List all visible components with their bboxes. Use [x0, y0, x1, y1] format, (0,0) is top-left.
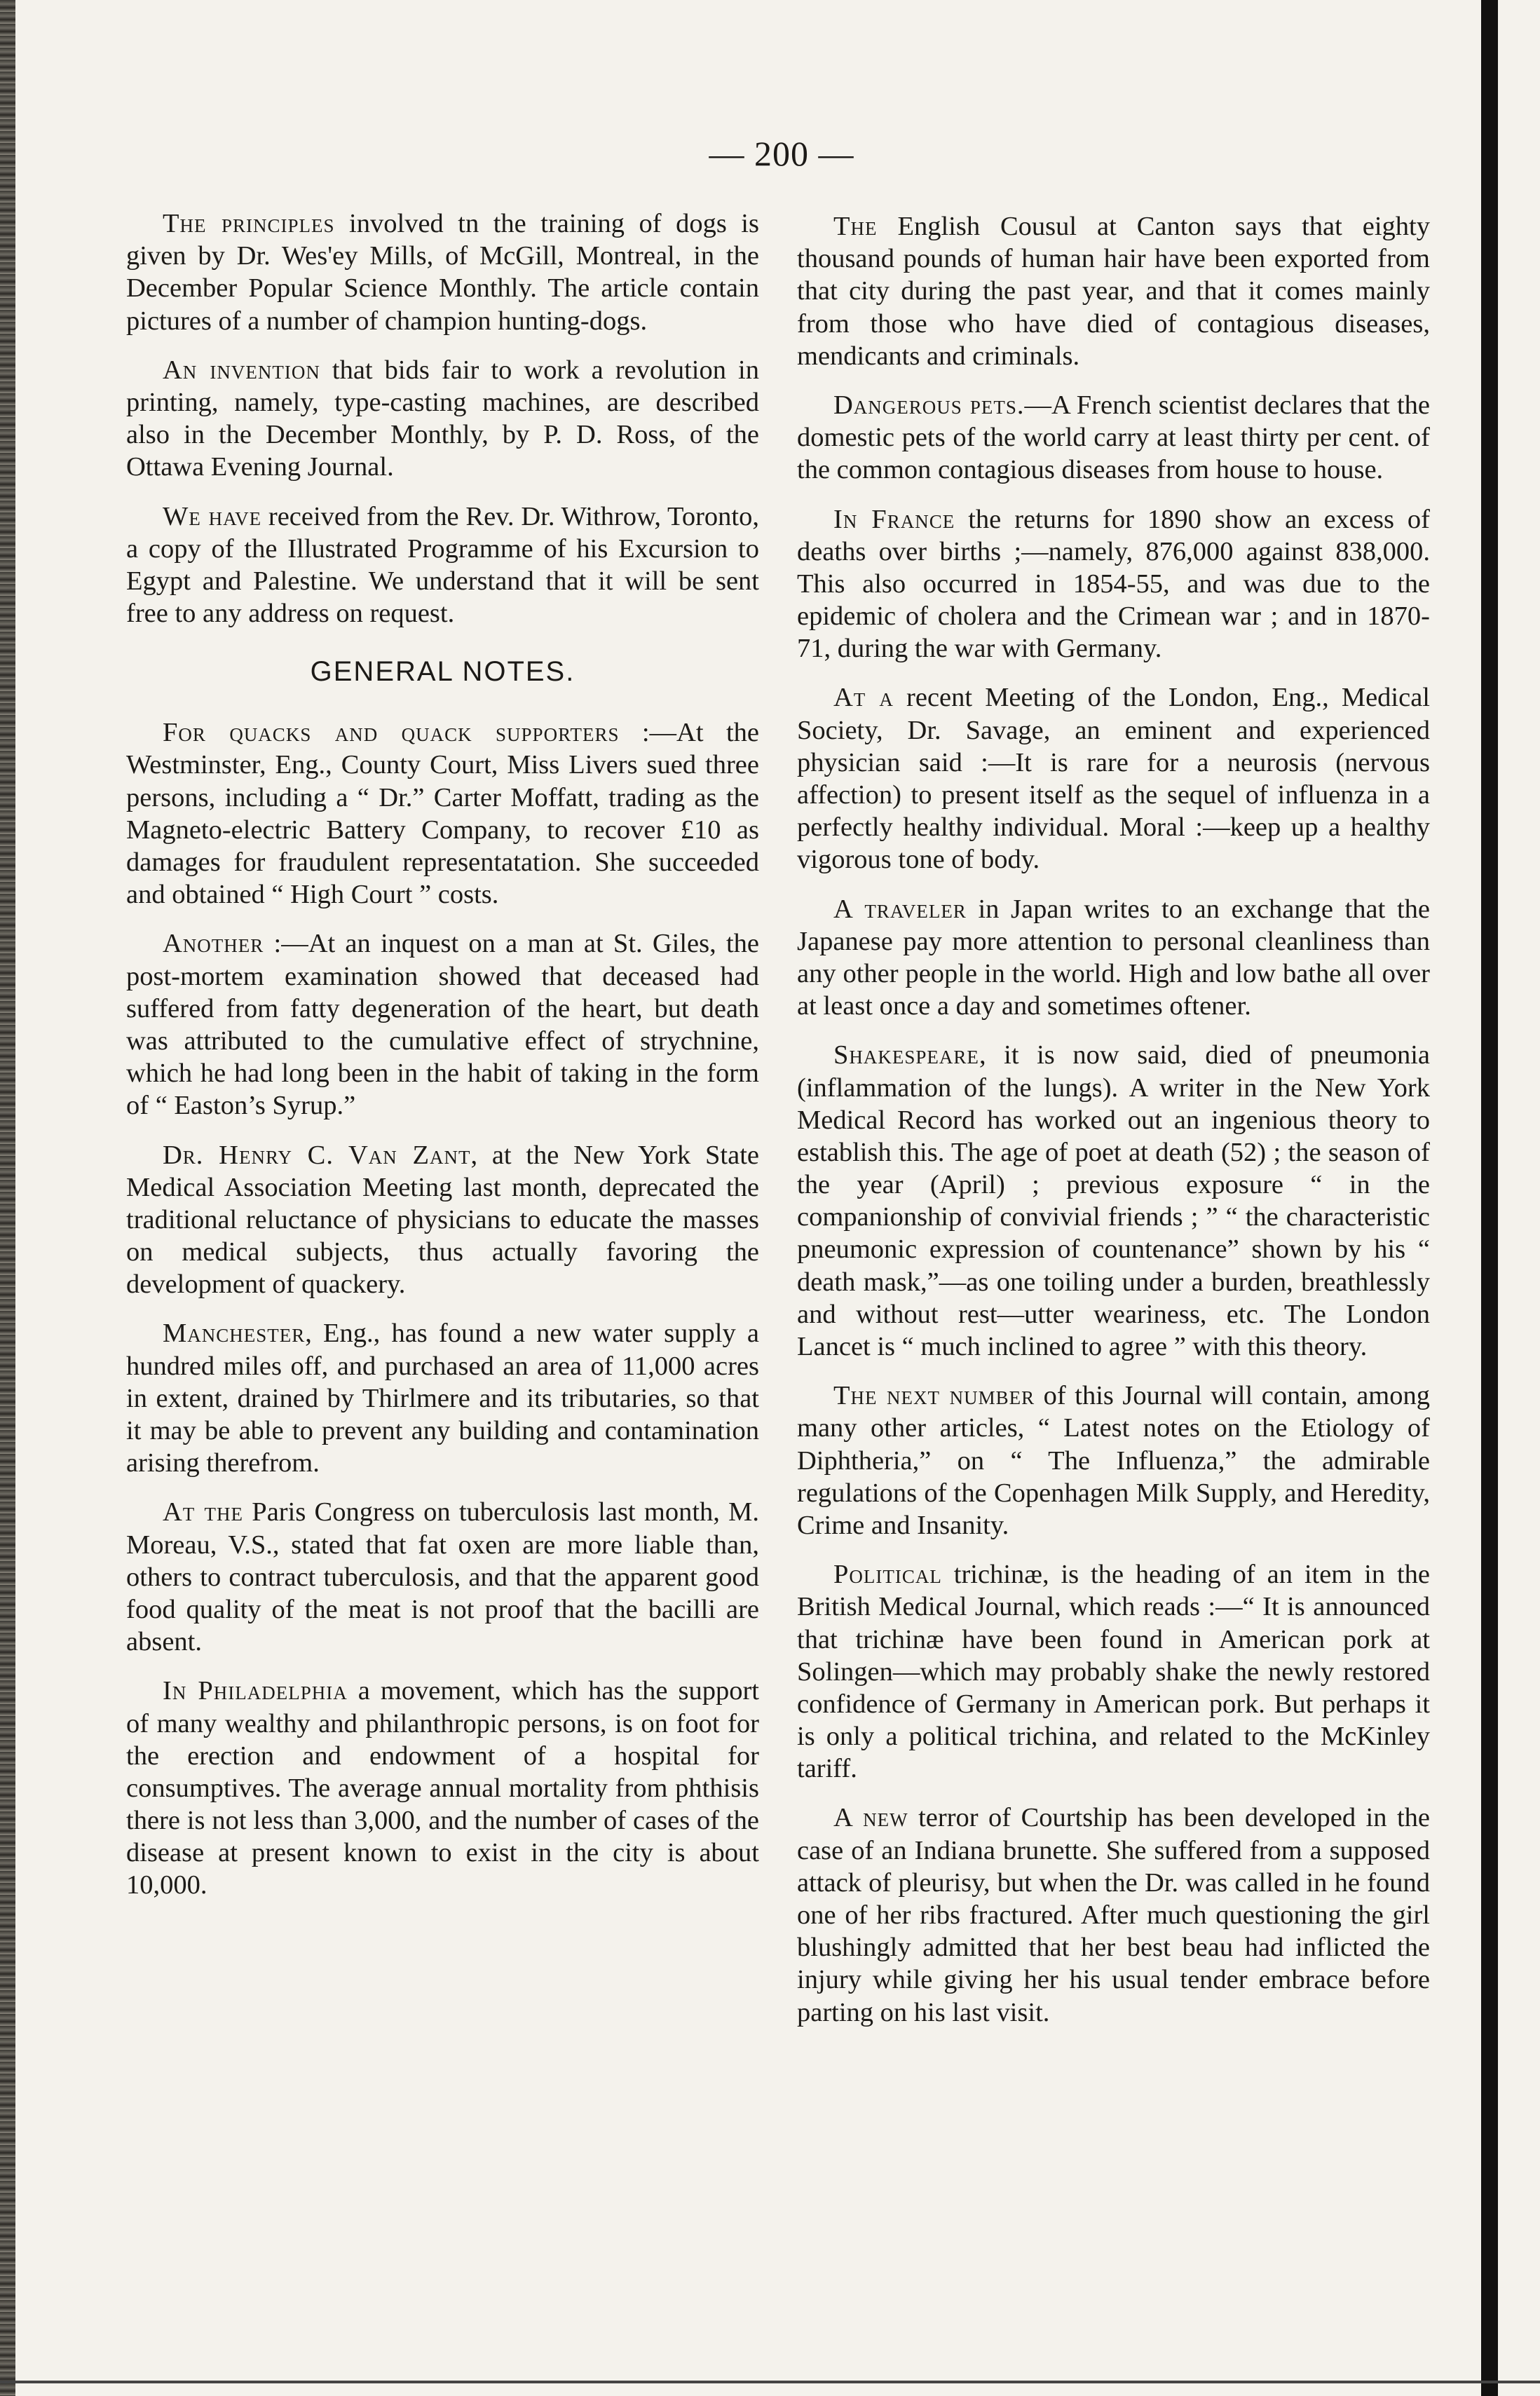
- note-france: [797, 503, 1430, 665]
- note-lead: In Philadelphia: [163, 1676, 348, 1706]
- scan-edge-left: [0, 0, 15, 2396]
- paragraph-body: involved tn the training of dogs is given by Dr. Wes'ey Mills, of McGill, Montreal, in the December Popular Science Monthly. The article contain pictures of a number of champion hunting-dogs.: [126, 209, 759, 336]
- paragraph-body: that bids fair to work a revolution in printing, namely, type-casting machines, are described also in the December Monthly, by P. D. Ross, of the Ottawa Evening Journal.: [126, 355, 759, 482]
- note-body: terror of Courtship has been developed in the case of an Indiana brunette. She suffered from a supposed attack of pleurisy, but when the Dr. was called in he found one of her ribs fractured. After much questioning the girl blushingly admitted that her best beau had inflicted the injury while giving her his usual tender embrace before parting on his last visit.: [797, 1803, 1430, 2027]
- note-body: a movement, which has the support of many wealthy and philanthropic persons, is on foot for the erection and endowment of a hospital for consumptives. The average annual mortality from phthisis there is not less than 3,000, and the number of cases of the disease at present known to exist in the city is about 10,000.: [126, 1676, 759, 1900]
- note-lead: A new: [833, 1803, 908, 1833]
- note-van-zant: [126, 1139, 759, 1301]
- note-courtship: [797, 1802, 1430, 2028]
- note-manchester: [126, 1317, 759, 1479]
- paragraph-body: received from the Rev. Dr. Withrow, Toronto, a copy of the Illustrated Programme of his Excursion to Egypt and Palestine. We understand that it will be sent free to any address on request.: [126, 501, 759, 629]
- note-body: of this Journal will contain, among many other articles, “ Latest notes on the Etiology of Diphtheria,” on “ The Influenza,” the admirable regulations of the Copenhagen Milk Supply, and Heredity, Crime and Insanity.: [797, 1381, 1430, 1540]
- note-paris-congress: [126, 1496, 759, 1658]
- section-heading: GENERAL NOTES.: [310, 656, 575, 688]
- note-body: recent Meeting of the London, Eng., Medical Society, Dr. Savage, an eminent and experienced physician said :—It is rare for a neurosis (nervous affection) to present itself as the sequel of influenza in a perfectly healthy individual. Moral :—keep up a healthy vigorous tone of body.: [797, 683, 1430, 875]
- note-london-medical: [797, 681, 1430, 876]
- page-number: — 200 —: [709, 134, 854, 173]
- note-body: English Cousul at Canton says that eighty thousand pounds of human hair have been exported from that city during the past year, and that it comes mainly from those who have died of contagious diseases, mendicants and criminals.: [797, 212, 1430, 371]
- note-lead: At a: [833, 683, 894, 713]
- paragraph-lead: An invention: [163, 355, 320, 385]
- note-body: :—At the Westminster, Eng., County Court, Miss Livers sued three persons, including a “ Dr.” Carter Moffatt, trading as the Magneto-electric Battery Company, to recover £10 as damages for fraudulent representatation. She succeeded and obtained “ High Court ” costs.: [126, 718, 759, 910]
- paragraph-principles: [126, 207, 759, 337]
- paragraph-lead: The principles: [163, 209, 335, 238]
- note-body: —A French scientist declares that the domestic pets of the world carry at least thirty per cent. of the common contagious diseases from house to house.: [797, 390, 1430, 485]
- note-lead: A traveler: [833, 894, 967, 924]
- note-body: , at the New York State Medical Association Meeting last month, deprecated the traditional reluctance of physicians to educate the masses on medical subjects, thus actually favoring the development of quackery.: [126, 1140, 759, 1300]
- note-philadelphia: [126, 1675, 759, 1901]
- note-dangerous-pets: [797, 389, 1430, 486]
- right-column: [797, 210, 1430, 2046]
- note-lead: Dangerous pets.: [833, 390, 1025, 420]
- scan-edge-bottom: [0, 2381, 1540, 2383]
- note-lead: At the: [163, 1497, 244, 1527]
- note-another: [126, 927, 759, 1122]
- note-lead: Political: [833, 1560, 942, 1590]
- paragraph-withrow: [126, 501, 759, 630]
- note-next-number: [797, 1380, 1430, 1541]
- note-body: :—At an inquest on a man at St. Giles, the post-mortem examination showed that deceased had suffered from fatty degeneration of the heart, but death was attributed to the cumulative effect of strychnine, which he had long been in the habit of taking in the form of “ Easton’s Syrup.”: [126, 929, 759, 1121]
- paragraph-invention: [126, 354, 759, 484]
- note-lead: The: [833, 212, 878, 241]
- note-shakespeare: [797, 1039, 1430, 1363]
- note-japan: [797, 893, 1430, 1023]
- note-quacks: [126, 716, 759, 911]
- note-body: the returns for 1890 show an excess of deaths over births ;—namely, 876,000 against 838,000. This also occurred in 1854-55, and was due to the epidemic of cholera and the Crimean war ; and in 1870-71, during the war with Germany.: [797, 504, 1430, 664]
- note-lead: The next number: [833, 1381, 1035, 1411]
- note-canton-hair: [797, 210, 1430, 372]
- note-lead: In France: [833, 504, 955, 534]
- note-body: , Eng., has found a new water supply a hundred miles off, and purchased an area of 11,000 acres in extent, drained by Thirlmere and its tributaries, so that it may be able to prevent any building and contamination arising therefrom.: [126, 1319, 759, 1478]
- note-body: in Japan writes to an exchange that the Japanese pay more attention to personal cleanliness than any other people in the world. High and low bathe all over at least once a day and sometimes oftener.: [797, 894, 1430, 1021]
- note-political-trichinae: [797, 1558, 1430, 1785]
- note-lead: Another: [163, 929, 264, 959]
- note-lead: For quacks and quack supporters: [163, 718, 620, 748]
- note-body: trichinæ, is the heading of an item in the British Medical Journal, which reads :—“ It is announced that trichinæ have been found in American pork at Solingen—which may probably shake the newly restored confidence of Germany in American pork. But perhaps it is only a political trichina, and related to the McKinley tariff.: [797, 1560, 1430, 1784]
- scan-edge-right: [1481, 0, 1498, 2396]
- note-lead: Manchester: [163, 1319, 306, 1349]
- note-lead: Dr. Henry C. Van Zant: [163, 1140, 471, 1170]
- note-lead: Shakespeare: [833, 1040, 979, 1070]
- note-body: , it is now said, died of pneumonia (inflammation of the lungs). A writer in the New York Medical Record has worked out an ingenious theory to establish this. The age of poet at death (52) ; the season of the year (April) ; previous exposure “ in the companionship of convivial friends ; ” “ the characteristic pneumonic expression of countenance” shown by his “ death mask,”—as one toiling under a burden, breathlessly and without rest—utter weariness, etc. The London Lancet is “ much inclined to agree ” with this theory.: [797, 1040, 1430, 1361]
- left-column: [126, 207, 759, 1919]
- paragraph-lead: We have: [163, 501, 262, 531]
- note-body: Paris Congress on tuberculosis last month, M. Moreau, V.S., stated that fat oxen are more liable than, others to contract tuberculosis, and that the apparent good food quality of the meat is not proof that the bacilli are absent.: [126, 1497, 760, 1657]
